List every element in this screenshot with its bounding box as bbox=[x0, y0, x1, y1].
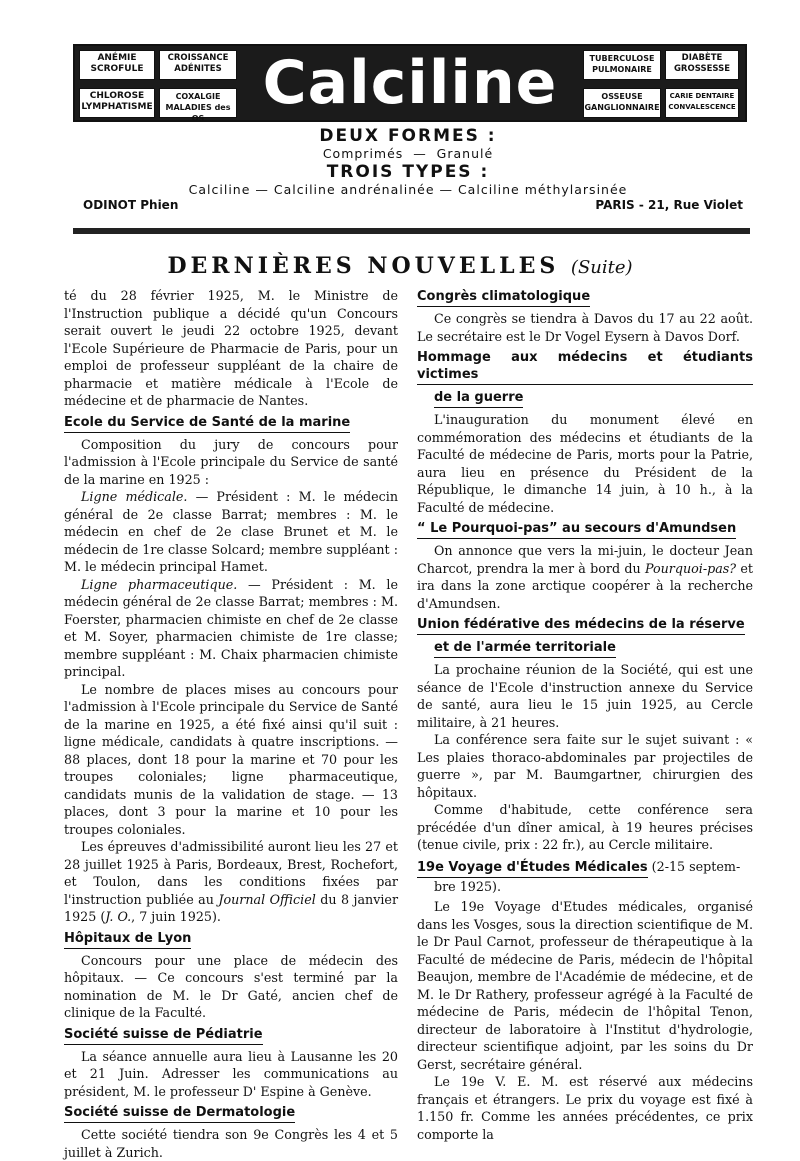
paragraph: Le 19e V. E. M. est réservé aux médecins français et étrangers. Le prix du voyage est fixé à 1.150 fr. Comme les années précédentes, ce prix comporte la bbox=[417, 1074, 753, 1142]
advert-tag-diabete: DIABÈTE GROSSESSE bbox=[665, 50, 739, 80]
heading-dermatologie: Société suisse de Dermatologie bbox=[64, 1104, 295, 1123]
advert-types-title: TROIS TYPES : bbox=[326, 162, 490, 182]
advert-details bbox=[73, 126, 743, 214]
paragraph: La séance annuelle aura lieu à Lausanne les 20 et 21 Juin. Adresser les communications au président, M. le professeur D' Espine à Genève. bbox=[64, 1048, 398, 1099]
paragraph: La conférence sera faite sur le sujet suivant : « Les plaies thoraco-abdominales par projectiles de guerre », par M. Baumgartner, chirurgien des hôpitaux. bbox=[417, 732, 753, 800]
paragraph: Comme d'habitude, cette conférence sera précédée d'un dîner amical, à 19 heures précises (tenue civile, prix : 22 fr.), au Cercle militaire. bbox=[417, 802, 753, 852]
right-column bbox=[417, 287, 753, 1143]
advert-tag-osseuse: OSSEUSE GANGLIONNAIRE bbox=[583, 88, 661, 118]
advert-maker: ODINOT Phien bbox=[83, 198, 179, 212]
divider-rule bbox=[73, 228, 750, 234]
advert-tag-chlorose: CHLOROSE LYMPHATISME bbox=[79, 88, 155, 118]
left-column bbox=[64, 287, 398, 1161]
advert-forms-title: DEUX FORMES : bbox=[319, 126, 497, 146]
paragraph: Le nombre de places mises au concours pour l'admission à l'Ecole principale du Service de Santé de la marine en 1925, a été fixé ainsi qu'il suit : ligne médicale, candidats à quatre inscriptions. — 88 places, dont 18 pour la marine et 70 pour les troupes coloniales; ligne pharmaceutique, candidats munis de la validation de stage. — 13 places, dont 3 pour la marine et 10 pour les troupes coloniales. bbox=[64, 681, 398, 837]
advert-tag-coxalgie: COXALGIE MALADIES des OS bbox=[159, 88, 237, 118]
advert-banner bbox=[73, 44, 747, 122]
advert-address: PARIS - 21, Rue Violet bbox=[595, 198, 743, 212]
paragraph: Cette société tiendra son 9e Congrès les 4 et 5 juillet à Zurich. bbox=[64, 1127, 398, 1160]
section-title: DERNIÈRES NOUVELLES (Suite) bbox=[167, 253, 633, 279]
heading-voyage-etudes: 19e Voyage d'Études Médicales (2-15 septem- bre 1925). bbox=[417, 858, 741, 894]
paragraph: Le 19e Voyage d'Etudes médicales, organisé dans les Vosges, sous la direction scientifique de M. le Dr Paul Carnot, professeur de thérapeutique à la Faculté de médecine de Paris, médecin de l'hôpital Beaujon, membre de l'Académie de médecine, et de M. le Dr Rathery, professeur agrégé à la Faculté de médecine de Paris, médecin de l'hôpital Tenon, directeur de laboratoire à l'Institut d'hydrologie, directeur scientifique adjoint, par les soins du Dr Gerst, secrétaire général. bbox=[417, 899, 753, 1072]
paragraph: L'inauguration du monument élevé en commémoration des médecins et étudiants de la Faculté de médecine de Paris, morts pour la Patrie, aura lieu en présence du Président de la République, le dimanche 14 juin, à 10 h., à la Faculté de médecine. bbox=[417, 412, 753, 515]
advert-forms: Comprimés — Granulé bbox=[322, 146, 494, 161]
advert-types: Calciline — Calciline andrénalinée — Calciline méthylarsinée bbox=[188, 182, 628, 197]
advert-tag-tuberculose: TUBERCULOSE PULMONAIRE bbox=[583, 50, 661, 80]
section-suite: (Suite) bbox=[570, 257, 633, 278]
heading-hommage: Hommage aux médecins et étudiants victimes de la guerre bbox=[417, 345, 753, 411]
heading-congres-climatologique: Congrès climatologique bbox=[417, 288, 590, 307]
paragraph: Les épreuves d'admissibilité auront lieu les 27 et 28 juillet 1925 à Paris, Bordeaux, Brest, Rochefort, et Toulon, dans les conditions fixées par l'instruction publiée au Journal Officiel du 8 janvier 1925 (J. O., 7 juin 1925). bbox=[64, 839, 399, 924]
advert-tag-carie: CARIE DENTAIRE CONVALESCENCE bbox=[665, 88, 739, 118]
paragraph: Composition du jury de concours pour l'admission à l'Ecole principale du Service de santé de la marine en 1925 : bbox=[64, 436, 398, 487]
paragraph: Concours pour une place de médecin des hôpitaux. — Ce concours s'est terminé par la nomination de M. le Dr Gaté, ancien chef de clinique de la Faculté. bbox=[64, 952, 398, 1020]
heading-ecole-sante-marine: Ecole du Service de Santé de la marine bbox=[64, 414, 350, 433]
advert-brand: Calciline bbox=[262, 48, 558, 118]
heading-pourquoi-pas: “ Le Pourquoi-pas” au secours d'Amundsen bbox=[417, 520, 736, 539]
heading-hopitaux-lyon: Hôpitaux de Lyon bbox=[64, 930, 191, 949]
heading-union-federative: Union fédérative des médecins de la réserve et de l'armée territoriale bbox=[417, 612, 753, 661]
paragraph: La prochaine réunion de la Société, qui est une séance de l'Ecole d'instruction annexe du Service de santé, aura lieu le 15 juin 1925, au Cercle militaire, à 21 heures. bbox=[417, 662, 753, 730]
advert-tag-croissance: CROISSANCE ADÉNITES bbox=[159, 50, 237, 80]
paragraph: On annonce que vers la mi-juin, le docteur Jean Charcot, prendra la mer à bord du Pourquoi-pas? et ira dans la zone arctique coopérer à la recherche d'Amundsen. bbox=[417, 543, 754, 611]
paragraph: Ligne pharmaceutique. — Président : M. le médecin général de 2e classe Barrat; membres : M. Foerster, pharmacien chimiste en chef de 2e classe et M. Soyer, pharmacien chimiste de 1re classe; membre suppléant : M. Chaix pharmacien chimiste principal. bbox=[64, 576, 398, 679]
heading-pediatrie: Société suisse de Pédiatrie bbox=[64, 1026, 263, 1045]
paragraph: Ce congrès se tiendra à Davos du 17 au 22 août. Le secrétaire est le Dr Vogel Eysern à Davos Dorf. bbox=[417, 311, 753, 344]
paragraph: Ligne médicale. — Président : M. le médecin général de 2e classe Barrat; membres : M. le médecin en chef de 2e clase Brunet et M. le médecin de 1re classe Solcard; membre suppléant : M. le médecin principal Hamet. bbox=[64, 489, 398, 574]
paragraph: té du 28 février 1925, M. le Ministre de l'Instruction publique a décidé qu'un Concours serait ouvert le jeudi 22 octobre 1925, devant l'Ecole Supérieure de Pharmacie de Paris, pour un emploi de professeur suppléant de la chaire de pharmacie et matière médicale à l'Ecole de médecine et de pharmacie de Nantes. bbox=[64, 288, 398, 408]
advert-tag-anemie: ANÉMIE SCROFULE bbox=[79, 50, 155, 80]
